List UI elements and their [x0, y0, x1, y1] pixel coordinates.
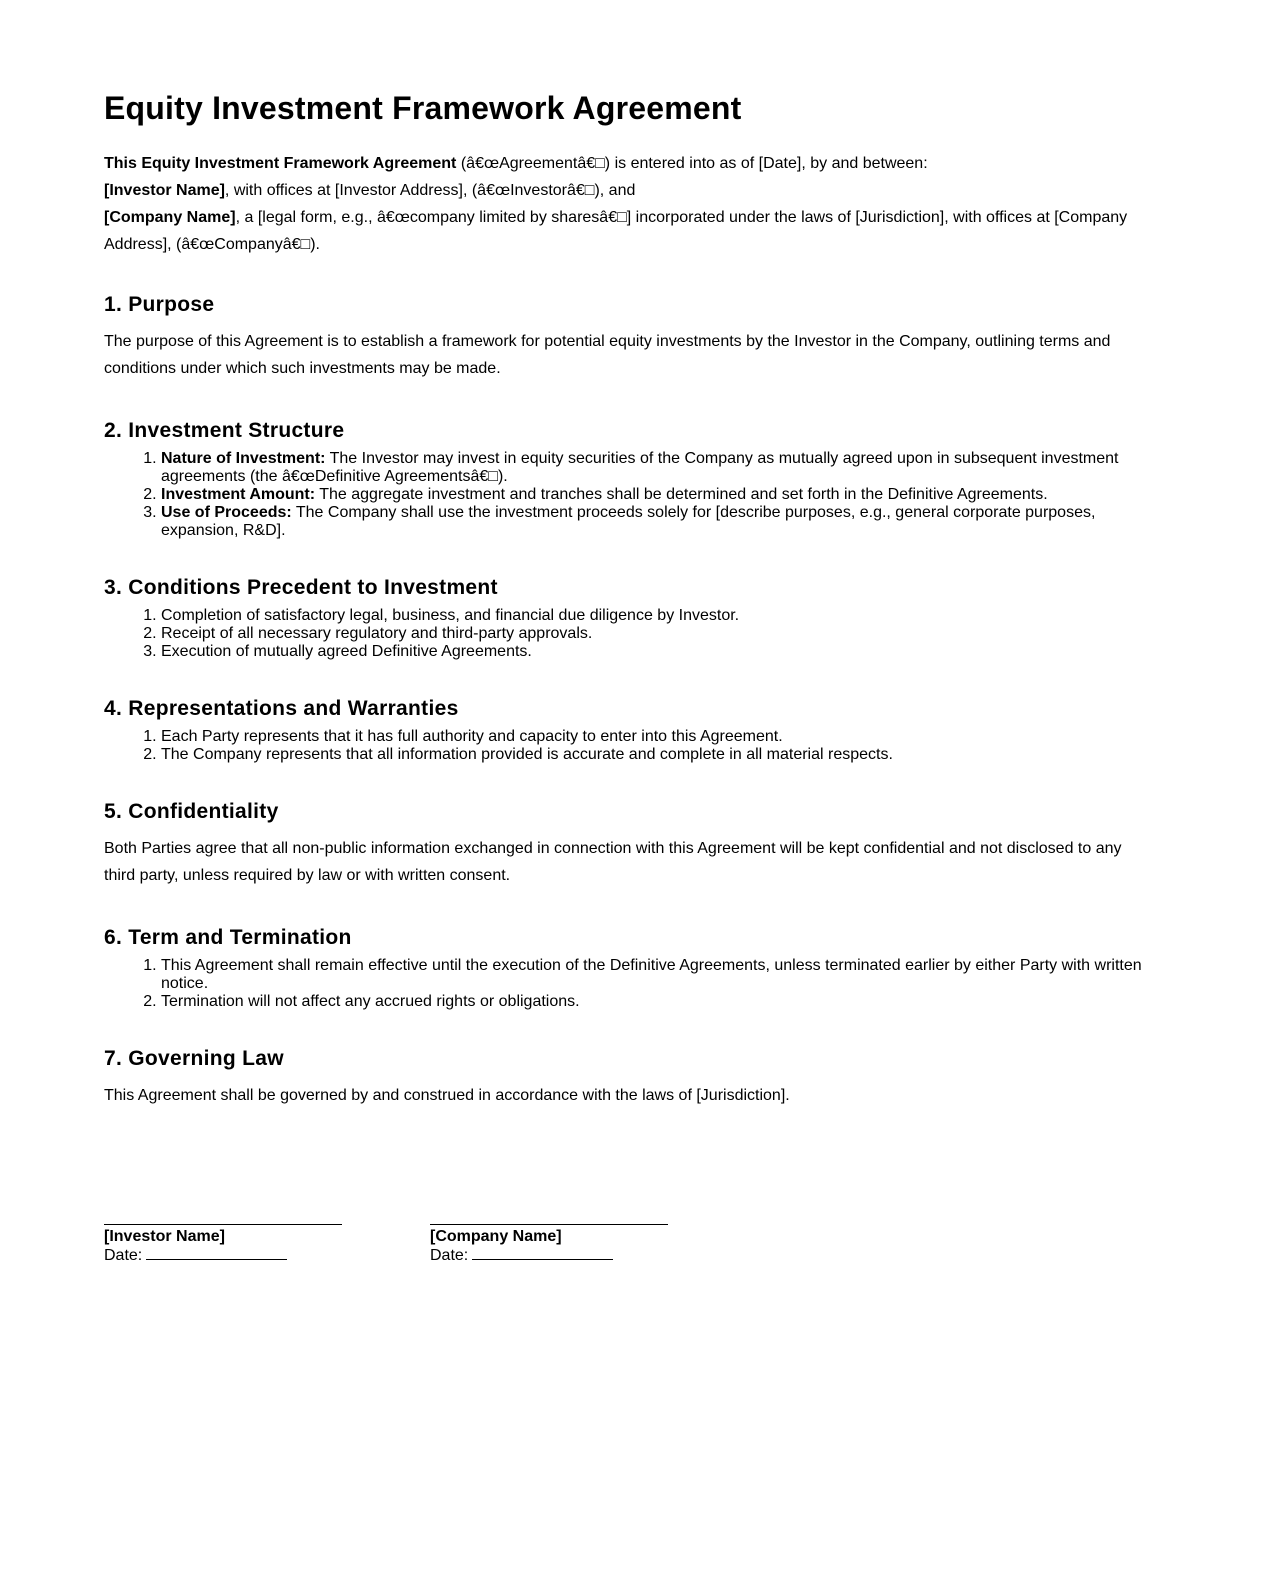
company-signature-line	[430, 1224, 668, 1225]
section-heading-purpose: 1. Purpose	[104, 293, 215, 316]
section-heading-representations: 4. Representations and Warranties	[104, 697, 459, 720]
list-item-label: Investment Amount:	[161, 486, 316, 503]
list-item	[161, 486, 1144, 504]
list-item: 1. This Agreement shall remain effective until the execution of the Definitive Agreements, unless terminated earlier by either Party with written notice.	[161, 957, 1144, 993]
document-page	[104, 84, 1144, 1264]
investment-structure-list	[104, 450, 1144, 540]
list-item	[161, 450, 1144, 486]
section-text-purpose: The purpose of this Agreement is to establish a framework for potential equity investments by the Investor in the Company, outlining terms and conditions under which such investments may be made.	[104, 333, 1111, 377]
company-date-row	[430, 1246, 670, 1265]
list-item	[161, 504, 1144, 540]
intro-agreement-name: This Equity Investment Framework Agreement	[104, 155, 457, 172]
section-text-confidentiality: Both Parties agree that all non-public information exchanged in connection with this Agreement will be kept confidential and not disclosed to any third party, unless required by law or with written consent.	[104, 840, 1122, 884]
list-item-label: Use of Proceeds:	[161, 504, 292, 521]
termination-list	[104, 957, 1144, 1011]
investor-date-row	[104, 1246, 344, 1265]
section-heading-governing-law: 7. Governing Law	[104, 1047, 284, 1070]
intro-company-text: , a [legal form, e.g., â€œcompany limited by sharesâ€□] incorporated under the laws of [Jurisdiction], with offices at [Company Address], (â€œCompanyâ€□).	[104, 209, 1128, 253]
company-signature-name: [Company Name]	[430, 1228, 562, 1245]
conditions-list	[104, 607, 1144, 661]
document-title: Equity Investment Framework Agreement	[104, 90, 742, 126]
list-item-text: The Investor may invest in equity securities of the Company as mutually agreed upon in subsequent investment agreements (the â€œDefinitive Agreementsâ€□).	[161, 450, 1119, 485]
section-heading-conditions-precedent: 3. Conditions Precedent to Investment	[104, 576, 498, 599]
list-item-label: Nature of Investment:	[161, 450, 326, 467]
investor-signature-line	[104, 1224, 342, 1225]
list-item: 1. Completion of satisfactory legal, business, and financial due diligence by Investor.	[161, 607, 1144, 625]
investor-signature-block	[104, 1224, 344, 1265]
company-date-line	[472, 1246, 613, 1260]
list-item-text: The aggregate investment and tranches shall be determined and set forth in the Definitive Agreements.	[315, 486, 1048, 503]
section-heading-confidentiality: 5. Confidentiality	[104, 800, 279, 823]
company-signature-block	[430, 1224, 670, 1265]
list-item-text: The Company shall use the investment proceeds solely for [describe purposes, e.g., general corporate purposes, expansion, R&D].	[161, 504, 1096, 539]
section-heading-term-termination: 6. Term and Termination	[104, 926, 352, 949]
intro-paragraph-2	[104, 177, 1144, 204]
list-item: 1. Each Party represents that it has full authority and capacity to enter into this Agreement.	[161, 728, 1144, 746]
investor-signature-name: [Investor Name]	[104, 1228, 225, 1245]
intro-block	[104, 150, 1144, 258]
intro-paragraph-3	[104, 204, 1144, 258]
section-text-governing-law: This Agreement shall be governed by and construed in accordance with the laws of [Jurisdiction].	[104, 1087, 790, 1104]
intro-investor-text: , with offices at [Investor Address], (â€œInvestorâ€□), and	[224, 182, 636, 199]
list-item: 2. Termination will not affect any accrued rights or obligations.	[161, 993, 1144, 1011]
intro-agreement-text: (â€œAgreementâ€□) is entered into as of [Date], by and between:	[456, 155, 928, 172]
company-date-label: Date:	[430, 1247, 469, 1264]
investor-date-label: Date:	[104, 1247, 143, 1264]
list-item: 3. Execution of mutually agreed Definitive Agreements.	[161, 643, 1144, 661]
intro-investor-name: [Investor Name]	[104, 182, 225, 199]
intro-paragraph-1	[104, 150, 1144, 177]
list-item: 2. The Company represents that all information provided is accurate and complete in all material respects.	[161, 746, 1144, 764]
investor-date-line	[146, 1246, 287, 1260]
list-item: 2. Receipt of all necessary regulatory and third-party approvals.	[161, 625, 1144, 643]
section-heading-investment-structure: 2. Investment Structure	[104, 419, 345, 442]
intro-company-name: [Company Name]	[104, 209, 236, 226]
representations-list	[104, 728, 1144, 764]
